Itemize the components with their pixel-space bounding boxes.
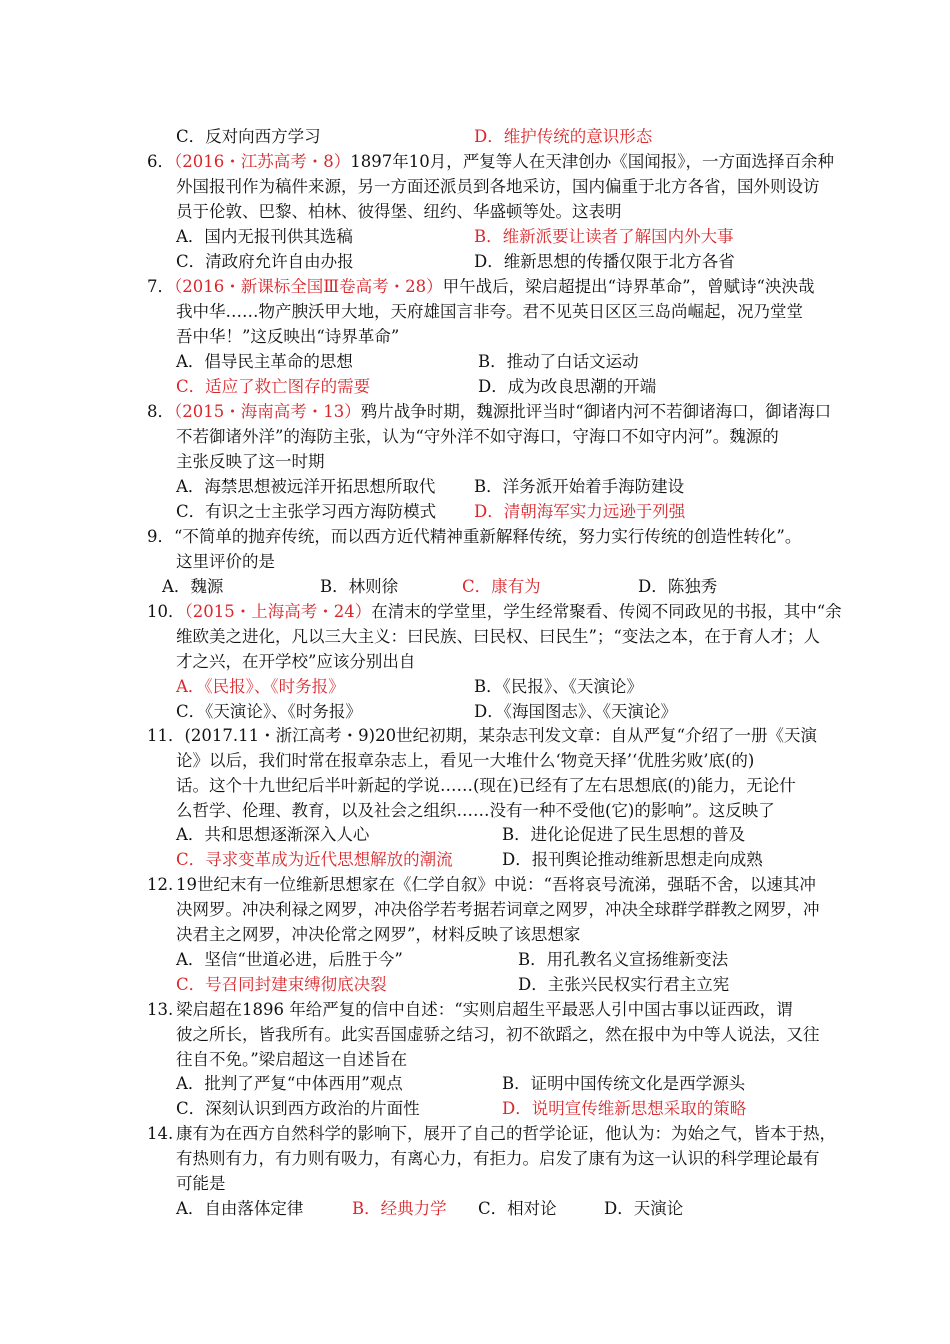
q12-option-b: B．用孔教名义宣扬维新变法 (518, 950, 729, 969)
question-7-line-3: 吾中华！”这反映出“诗界革命” (176, 327, 400, 346)
question-number: 7． (147, 277, 174, 296)
question-9-line-1 (147, 525, 801, 549)
q10-option-a-answer: A．《民报》、《时务报》 (176, 677, 345, 696)
question-number: 12. (147, 875, 174, 894)
q11-option-b: B．进化论促进了民生思想的普及 (502, 825, 746, 844)
question-11-line-1 (147, 724, 817, 748)
q14-option-c: C．相对论 (478, 1199, 557, 1218)
question-7-line-1 (147, 275, 814, 299)
q14-option-d: D．天演论 (604, 1199, 684, 1218)
q7-option-c-answer: C．适应了救亡图存的需要 (176, 377, 371, 396)
q11-option-d: D．报刊舆论推动维新思想走向成熟 (502, 850, 763, 869)
question-10-line-3: 才之兴，在开学校”应该分别出自 (176, 652, 416, 671)
question-13-line-2: 彼之所长，皆我所有。此实吾国虚骄之结习，初不欲蹈之，然在报中为中等人说法，又往 (176, 1025, 820, 1044)
q13-option-a: A．批判了严复“中体西用”观点 (176, 1074, 403, 1093)
question-8-line-1 (147, 400, 831, 424)
question-number: 6． (147, 152, 174, 171)
question-13-line-1 (147, 998, 793, 1022)
question-text: 在清末的学堂里，学生经常聚看、传阅不同政见的书报，其中“余 (371, 602, 842, 621)
question-8-line-3: 主张反映了这一时期 (176, 452, 325, 471)
q6-option-a: A．国内无报刊供其选稿 (176, 227, 353, 246)
q6-option-d: D．维新思想的传播仅限于北方各省 (474, 252, 735, 271)
question-text: 康有为在西方自然科学的影响下，展开了自己的哲学论证，他认为：为始之气，皆本于热， (176, 1124, 836, 1143)
question-text: 梁启超在1896 年给严复的信中自述：“实则启超生平最恶人引中国古事以证西政，谓 (176, 1000, 793, 1019)
question-6-line-3: 员于伦敦、巴黎、柏林、彼得堡、纽约、华盛顿等处。这表明 (176, 202, 622, 221)
q8-option-b: B．洋务派开始着手海防建设 (474, 477, 685, 496)
q11-option-a: A．共和思想逐渐深入人心 (176, 825, 370, 844)
question-7-line-2: 我中华……物产腴沃甲大地，天府雄国言非夸。君不见英日区区三岛尚崛起，况乃堂堂 (176, 302, 803, 321)
question-text: (2017.11・浙江高考・9)20世纪初期，某杂志刊发文章：自从严复“介绍了一册《天演 (184, 726, 818, 745)
q9-option-d: D．陈独秀 (638, 577, 718, 596)
question-8-line-2: 不若御诸外洋”的海防主张，认为“守外洋不如守海口，守海口不如守内河”。魏源的 (176, 427, 779, 446)
question-10-line-1 (147, 600, 842, 624)
q9-option-c-answer: C．康有为 (462, 577, 541, 596)
q7-option-d: D．成为改良思潮的开端 (478, 377, 657, 396)
q13-option-d-answer: D．说明宣传维新思想采取的策略 (502, 1099, 747, 1118)
q5-option-c: C．反对向西方学习 (176, 127, 321, 146)
question-11-line-4: 么哲学、伦理、教育，以及社会之组织……没有一种不受他(它)的影响”。这反映了 (176, 801, 775, 820)
q8-option-a: A．海禁思想被远洋开拓思想所取代 (176, 477, 436, 496)
q13-option-b: B．证明中国传统文化是西学源头 (502, 1074, 746, 1093)
question-number: 10． (147, 602, 185, 621)
q9-option-b: B．林则徐 (320, 577, 399, 596)
question-source: （2016・新课标全国Ⅲ卷高考・28） (174, 277, 443, 296)
question-text: 鸦片战争时期，魏源批评当时“御诸内河不若御诸海口，御诸海口 (360, 402, 832, 421)
q12-option-c-answer: C．号召同封建束缚彻底决裂 (176, 975, 387, 994)
question-10-line-2: 维欧美之进化，凡以三大主义：曰民族、曰民权、曰民生”；“变法之本，在于育人才；人 (176, 627, 820, 646)
question-14-line-2: 有热则有力，有力则有吸力，有离心力，有拒力。启发了康有为这一认识的科学理论最有 (176, 1149, 820, 1168)
question-source: （2015・海南高考・13） (174, 402, 361, 421)
q10-option-d: D．《海国图志》、《天演论》 (474, 702, 677, 721)
q10-option-c: C．《天演论》、《时务报》 (176, 702, 362, 721)
question-text: 19世纪末有一位维新思想家在《仁学自叙》中说：“吾将哀号流涕，强聒不舍，以速其冲 (176, 875, 816, 894)
question-source: （2016・江苏高考・8） (174, 152, 351, 171)
question-14-line-1 (147, 1122, 836, 1146)
question-14-line-3: 可能是 (176, 1174, 226, 1193)
q9-option-a: A．魏源 (162, 577, 224, 596)
q11-option-c-answer: C．寻求变革成为近代思想解放的潮流 (176, 850, 453, 869)
question-9-line-2: 这里评价的是 (176, 552, 275, 571)
q8-option-d-answer: D．清朝海军实力远逊于列强 (474, 502, 686, 521)
question-number: 9． (147, 527, 174, 546)
question-6-line-1 (147, 150, 834, 174)
q6-option-c: C．清政府允许自由办报 (176, 252, 354, 271)
question-source: （2015・上海高考・24） (184, 602, 372, 621)
q10-option-b: B．《民报》、《天演论》 (474, 677, 643, 696)
q14-option-a: A．自由落体定律 (176, 1199, 304, 1218)
question-12-line-3: 决君主之网罗，冲决伦常之网罗”，材料反映了该思想家 (176, 925, 581, 944)
q5-option-d-answer: D．维护传统的意识形态 (474, 127, 653, 146)
question-text: 1897年10月，严复等人在天津创办《国闻报》，一方面选择百余种 (350, 152, 834, 171)
q8-option-c: C．有识之士主张学习西方海防模式 (176, 502, 437, 521)
q14-option-b-answer: B．经典力学 (352, 1199, 447, 1218)
question-12-line-2: 决网罗。冲决利禄之网罗，冲决俗学若考据若词章之网罗，冲决全球群学群教之网罗，冲 (176, 900, 820, 919)
question-number: 13. (147, 1000, 174, 1019)
q12-option-a: A．坚信“世道必进，后胜于今” (176, 950, 403, 969)
question-11-line-3: 话。这个十九世纪后半叶新起的学说……(现在)已经有了左右思想底(的)能力，无论什 (176, 776, 796, 795)
question-text: 甲午战后，梁启超提出“诗界革命”，曾赋诗“泱泱哉 (442, 277, 815, 296)
q13-option-c: C．深刻认识到西方政治的片面性 (176, 1099, 420, 1118)
q6-option-b-answer: B．维新派要让读者了解国内外大事 (474, 227, 734, 246)
question-number: 11． (147, 726, 185, 745)
question-number: 8． (147, 402, 174, 421)
question-number: 14. (147, 1124, 174, 1143)
q7-option-b: B．推动了白话文运动 (478, 352, 639, 371)
question-11-line-2: 论》以后，我们时常在报章杂志上，看见一大堆什么‘物竞天择’‘优胜劣败’底(的) (176, 751, 755, 770)
question-text: “不简单的抛弃传统，而以西方近代精神重新解释传统，努力实行传统的创造性转化”。 (174, 527, 802, 546)
question-6-line-2: 外国报刊作为稿件来源，另一方面还派员到各地采访，国内偏重于北方各省，国外则设访 (176, 177, 820, 196)
q12-option-d: D．主张兴民权实行君主立宪 (518, 975, 730, 994)
q7-option-a: A．倡导民主革命的思想 (176, 352, 353, 371)
question-12-line-1 (147, 873, 816, 897)
question-13-line-3: 往自不免。”梁启超这一自述旨在 (176, 1050, 408, 1069)
